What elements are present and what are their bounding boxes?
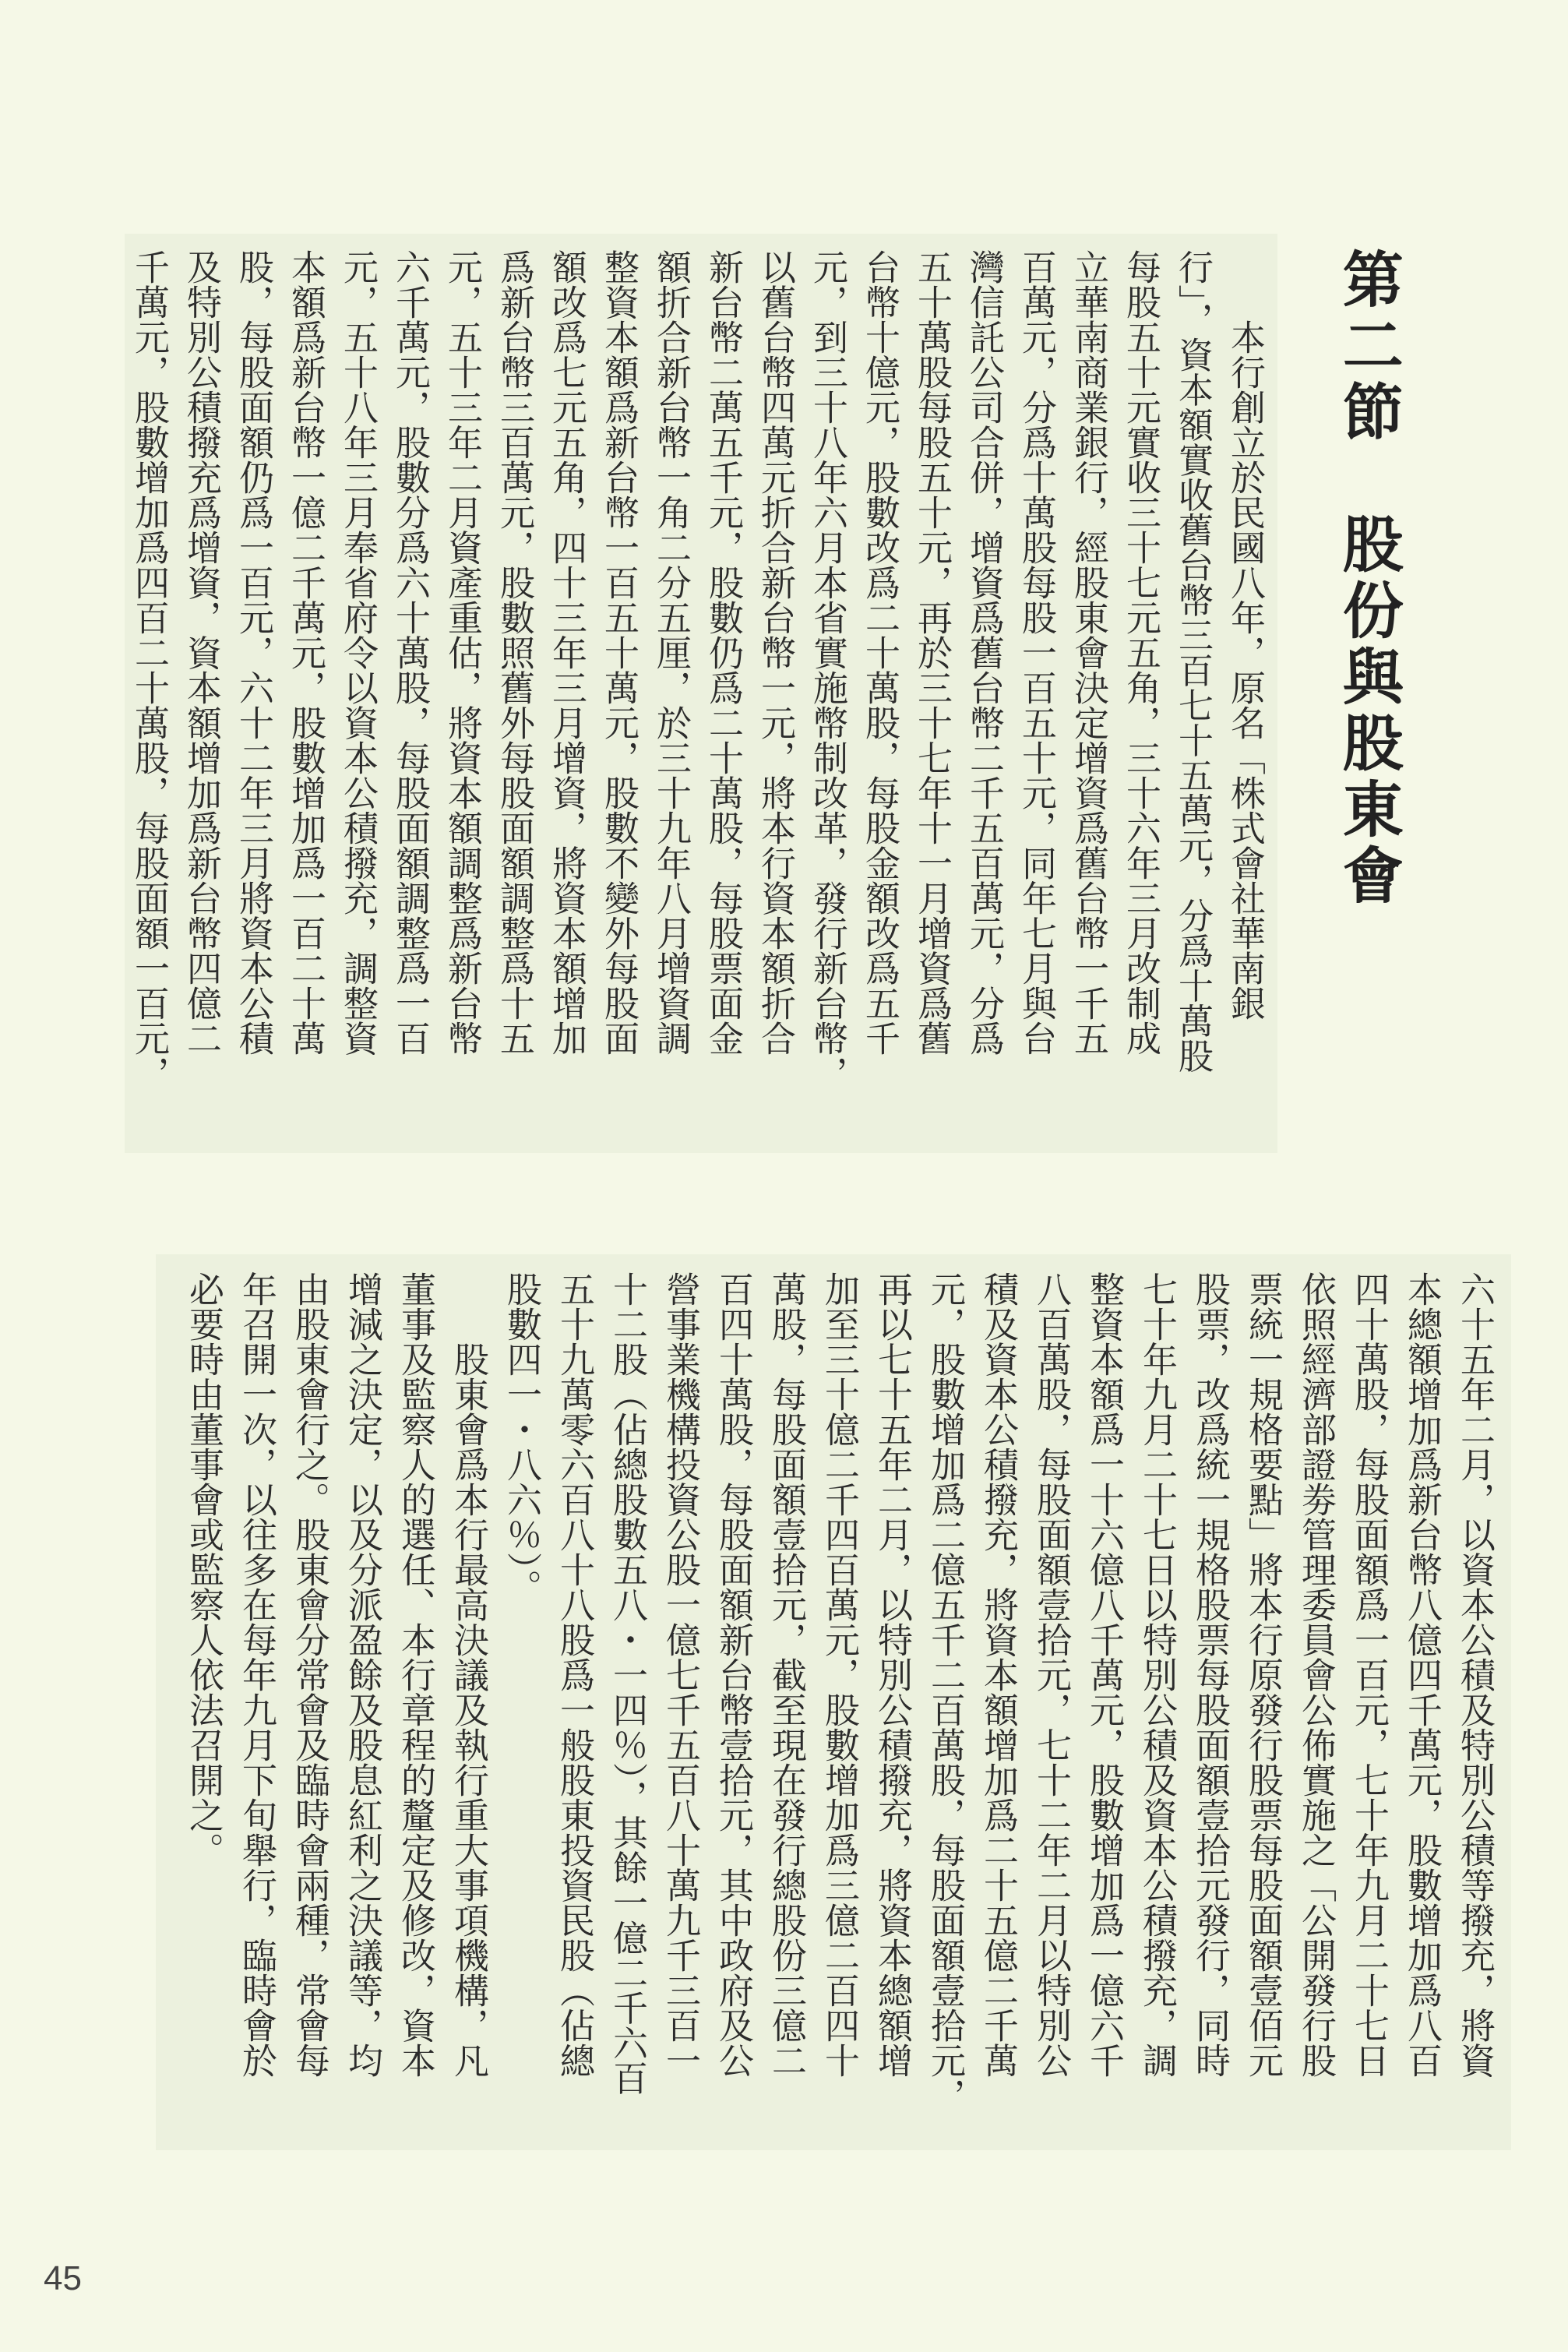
- text-column: 以舊台幣四萬元折合新台幣一元，將本行資本額折合: [755, 249, 796, 1056]
- text-column: 營事業機構投資公股一億七千五百八十萬九千三百一: [660, 1271, 701, 2078]
- text-column: 由股東會行之。股東會分常會及臨時會兩種，常會每: [289, 1271, 330, 2078]
- text-column: 灣信託公司合併，增資爲舊台幣二千五百萬元，分爲: [964, 249, 1005, 1056]
- text-column: 加至三十億二千四百萬元，股數增加爲三億二百四十: [819, 1271, 860, 2078]
- text-column: 必要時由董事會或監察人依法召開之。: [183, 1271, 224, 1867]
- text-column: 七十年九月二十七日以特別公積及資本公積撥充，調: [1136, 1271, 1178, 2078]
- text-column: 股票，改爲統一規格股票每股面額壹拾元發行，同時: [1189, 1271, 1231, 2078]
- text-column: 立華南商業銀行，經股東會決定增資爲舊台幣一千五: [1068, 249, 1109, 1056]
- text-column: 每股五十元實收三十七元五角，三十六年三月改制成: [1120, 249, 1161, 1056]
- text-column: 元，五十八年三月奉省府令以資本公積撥充，調整資: [337, 249, 379, 1056]
- text-column: 增減之決定，以及分派盈餘及股息紅利之決議等，均: [342, 1271, 383, 2078]
- text-column: 八百萬股，每股面額壹拾元，七十二年二月以特別公: [1031, 1271, 1072, 2078]
- text-column: 額折合新台幣一角二分五厘，於三十九年八月增資調: [650, 249, 692, 1056]
- page-number: 45: [44, 2259, 82, 2297]
- text-column: 元，股數增加爲二億五千二百萬股，每股面額壹拾元，: [925, 1271, 966, 2113]
- text-column: 百萬元，分爲十萬股每股一百五十元，同年七月與台: [1016, 249, 1057, 1056]
- text-column: 本行創立於民國八年，原名「株式會社華南銀: [1224, 319, 1266, 1021]
- text-column: 十二股（佔總股數五八・一四％），其餘一億二千六百: [607, 1271, 648, 2096]
- text-column: 董事及監察人的選任、本行章程的釐定及修改，資本: [395, 1271, 436, 2078]
- text-column: 股，每股面額仍爲一百元，六十二年三月將資本公積: [233, 249, 274, 1056]
- text-column: 行」，資本額實收舊台幣三百七十五萬元，分爲十萬股: [1172, 249, 1214, 1074]
- text-column: 股數四一・八六％）。: [501, 1271, 542, 1605]
- text-column: 額改爲七元五角，四十三年三月增資，將資本額增加: [546, 249, 587, 1056]
- text-column: 及特別公積撥充爲增資，資本額增加爲新台幣四億二: [181, 249, 222, 1056]
- text-column: 五十九萬零六百八十八股爲一般股東投資民股（佔總: [554, 1271, 595, 2078]
- text-column: 股東會爲本行最高決議及執行重大事項機構，凡: [448, 1342, 489, 2078]
- text-column: 元，五十三年二月資產重估，將資本額調整爲新台幣: [442, 249, 483, 1056]
- text-column: 元，到三十八年六月本省實施幣制改革，發行新台幣，: [807, 249, 848, 1091]
- text-column: 台幣十億元，股數改爲二十萬股，每股金額改爲五千: [859, 249, 900, 1056]
- text-column: 年召開一次，以往多在每年九月下旬舉行，臨時會於: [236, 1271, 277, 2078]
- text-column: 萬股，每股面額壹拾元，截至現在發行總股份三億二: [766, 1271, 807, 2078]
- text-column: 積及資本公積撥充，將資本額增加爲二十五億二千萬: [978, 1271, 1019, 2078]
- text-column: 六十五年二月，以資本公積及特別公積等撥充，將資: [1454, 1271, 1496, 2078]
- paragraph-shares-and-meeting: [177, 1271, 1501, 2113]
- text-column: 爲新台幣三百萬元，股數照舊外每股面額調整爲十五: [494, 249, 535, 1056]
- text-column: 百四十萬股，每股面額新台幣壹拾元，其中政府及公: [713, 1271, 754, 2078]
- paragraph-capital-history: [123, 249, 1271, 1091]
- text-column: 依照經濟部證劵管理委員會公佈實施之「公開發行股: [1295, 1271, 1337, 2078]
- text-column: 六千萬元，股數分爲六十萬股，每股面額調整爲一百: [389, 249, 431, 1056]
- text-column: 本總額增加爲新台幣八億四千萬元，股數增加爲八百: [1401, 1271, 1443, 2078]
- text-column: 整資本額爲新台幣一百五十萬元，股數不變外每股面: [598, 249, 640, 1056]
- section-title: 第二節 股份與股東會: [1332, 248, 1403, 910]
- text-column: 千萬元，股數增加爲四百二十萬股，每股面額一百元，: [129, 249, 170, 1091]
- text-column: 票統一規格要點」將本行原發行股票每股面額壹佰元: [1242, 1271, 1284, 2078]
- text-column: 本額爲新台幣一億二千萬元，股數增加爲一百二十萬: [285, 249, 326, 1056]
- text-column: 整資本額爲一十六億八千萬元，股數增加爲一億六千: [1084, 1271, 1125, 2078]
- text-column: 五十萬股每股五十元，再於三十七年十一月增資爲舊: [911, 249, 953, 1056]
- text-column: 再以七十五年二月，以特別公積撥充，將資本總額增: [872, 1271, 913, 2078]
- text-column: 新台幣二萬五千元，股數仍爲二十萬股，每股票面金: [703, 249, 744, 1056]
- text-column: 四十萬股，每股面額爲一百元，七十年九月二十七日: [1348, 1271, 1390, 2078]
